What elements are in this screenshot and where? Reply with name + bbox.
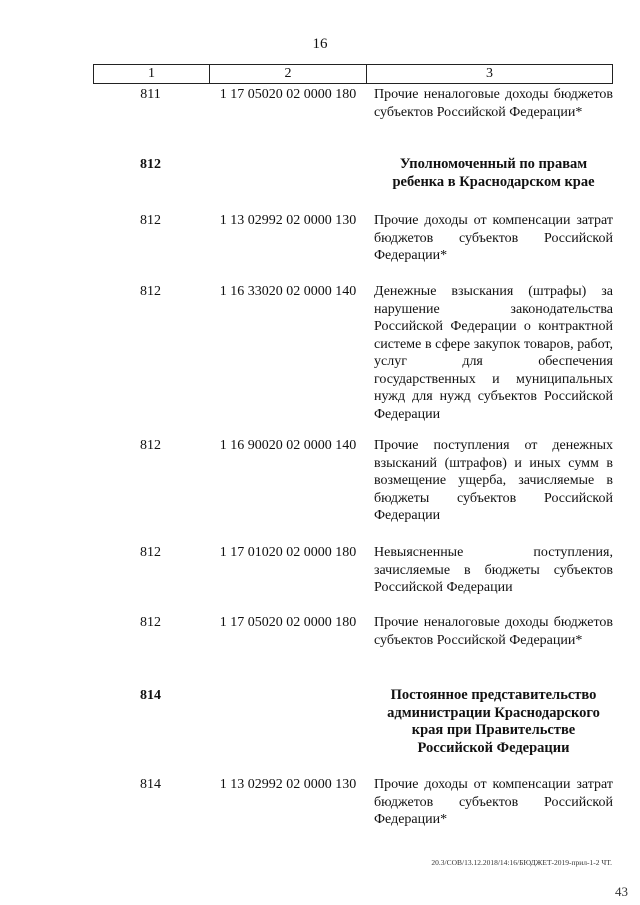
admin-code: 812 xyxy=(140,438,161,453)
admin-code: 812 xyxy=(140,213,161,228)
table-header-col-2: 2 xyxy=(210,65,367,83)
admin-code: 812 xyxy=(140,615,161,630)
income-description: Прочие неналоговые доходы бюджетов субъектов Российской Федерации* xyxy=(374,615,613,648)
admin-code: 811 xyxy=(140,87,161,102)
budget-class-code: 1 17 05020 02 0000 180 xyxy=(219,87,357,102)
table-header-col-1: 1 xyxy=(94,65,210,83)
budget-class-code: 1 16 33020 02 0000 140 xyxy=(219,284,357,299)
admin-code: 812 xyxy=(140,545,161,560)
section-heading: Постоянное представительство администрации Краснодарского края при Правительстве Российской Федерации xyxy=(387,687,600,756)
table-header xyxy=(93,64,613,84)
page-number: 16 xyxy=(312,36,328,52)
budget-class-code: 1 17 01020 02 0000 180 xyxy=(219,545,357,560)
budget-class-code: 1 16 90020 02 0000 140 xyxy=(219,438,357,453)
document-footer-stamp: 20.3/СОВ/13.12.2018/14:16/БЮДЖЕТ-2019-прил-1-2 ЧТ. xyxy=(431,858,612,867)
budget-class-code: 1 13 02992 02 0000 130 xyxy=(219,777,357,792)
income-description: Прочие доходы от компенсации затрат бюджетов субъектов Российской Федерации* xyxy=(374,777,613,827)
admin-code: 812 xyxy=(140,157,161,172)
admin-code: 814 xyxy=(140,688,161,703)
sheet-number: 43 xyxy=(615,884,628,899)
table-header-col-3: 3 xyxy=(486,66,493,81)
section-heading: Уполномоченный по правам ребенка в Краснодарском крае xyxy=(392,156,595,190)
admin-code: 814 xyxy=(140,777,161,792)
income-description: Прочие поступления от денежных взысканий (штрафов) и иных сумм в возмещение ущерба, зачисляемые в бюджеты субъектов Российской Федерации xyxy=(374,438,613,523)
income-description: Денежные взыскания (штрафы) за нарушение законодательства Российской Федерации о контрактной системе в сфере закупок товаров, работ, услуг для обеспечения государственных и муниципальных нужд для нужд субъектов Российской Федерации xyxy=(374,284,613,422)
income-description: Прочие неналоговые доходы бюджетов субъектов Российской Федерации* xyxy=(374,87,613,120)
budget-class-code: 1 17 05020 02 0000 180 xyxy=(219,615,357,630)
admin-code: 812 xyxy=(140,284,161,299)
income-description: Прочие доходы от компенсации затрат бюджетов субъектов Российской Федерации* xyxy=(374,213,613,263)
income-description: Невыясненные поступления, зачисляемые в бюджеты субъектов Российской Федерации xyxy=(374,545,613,595)
budget-class-code: 1 13 02992 02 0000 130 xyxy=(219,213,357,228)
